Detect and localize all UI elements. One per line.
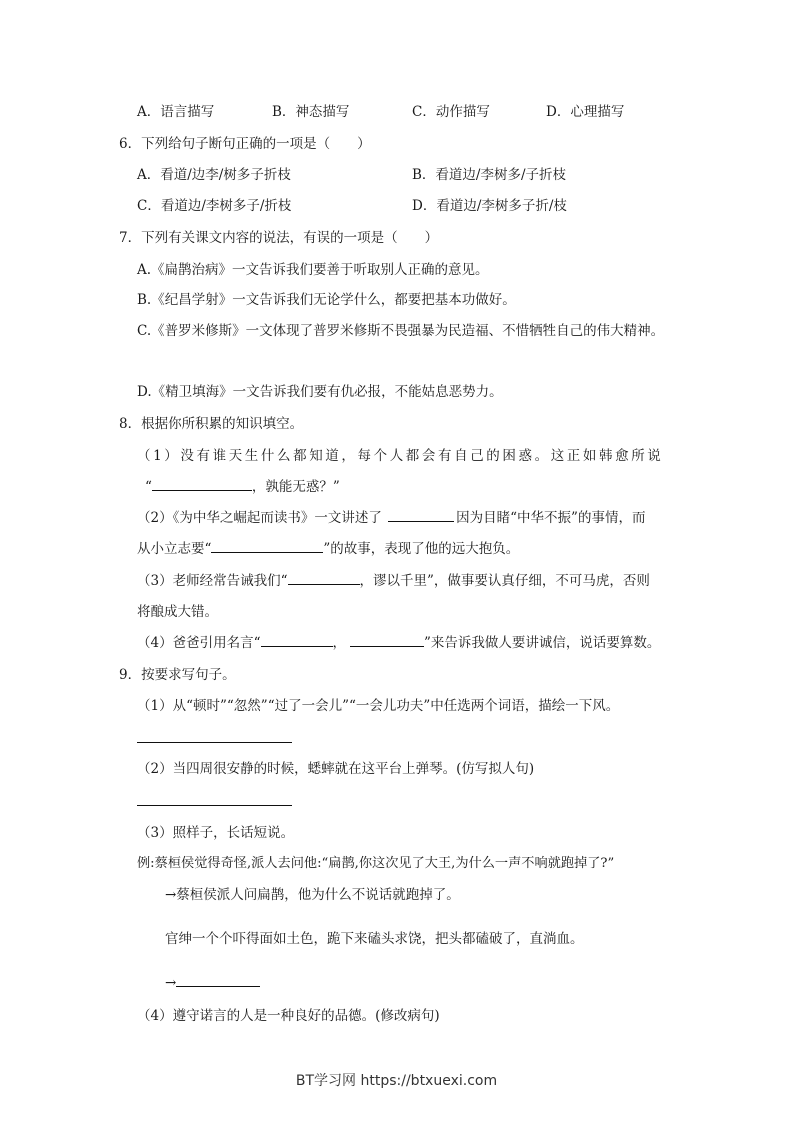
q5-option-a: A．语言描写 (137, 104, 215, 120)
q8-part2-blank-1[interactable] (388, 509, 454, 522)
q8-part2-text-c: 从小立志要“ (137, 541, 212, 557)
arrow-icon: → (165, 975, 177, 991)
q8-part4-text-a: （4）爸爸引用名言“ (137, 635, 261, 651)
q9-part3: （3）照样子，长话短说。 (137, 825, 295, 841)
q8-part1-open-quote: “ (145, 479, 152, 495)
q8-part3-text-a: （3）老师经常告诫我们“ (137, 573, 288, 589)
q6-option-a: A．看道/边李/树多子折枝 (137, 167, 291, 183)
q8-part4-line (137, 634, 660, 652)
q8-part1-text: ，孰能无惑？” (251, 479, 340, 495)
q9-part1-answer-line[interactable] (137, 742, 292, 743)
q8-part2-blank-2[interactable] (211, 540, 323, 553)
q9-part2-answer-line[interactable] (137, 805, 292, 806)
q8-part4-comma: ， (332, 635, 346, 651)
q8-part1-line2 (145, 478, 340, 496)
q8-part3-blank[interactable] (288, 572, 360, 585)
q8-part2-text-b: 因为目睹“中华不振”的事情，而 (456, 510, 646, 526)
q9-part3-example-answer: →蔡桓侯派人问扁鹊，他为什么不说话就跑掉了。 (165, 887, 460, 903)
q9-part3-example: 例:蔡桓侯觉得奇怪,派人去问他:“扁鹊,你这次见了大王,为什么一声不响就跑掉了?” (137, 856, 615, 871)
q7-option-b: B.《纪昌学射》一文告诉我们无论学什么，都要把基本功做好。 (137, 292, 516, 308)
q8-part2-line1 (137, 509, 645, 527)
q8-part3-line1 (137, 572, 650, 590)
q8-part4-text-c: ”来告诉我做人要讲诚信，说话要算数。 (424, 635, 661, 651)
q8-part3-line2: 将酿成大错。 (137, 604, 218, 620)
q6-stem: 6．下列给句子断句正确的一项是（ ） (119, 136, 371, 152)
q8-part4-blank-1[interactable] (261, 634, 333, 647)
q7-option-a: A.《扁鹊治病》一文告诉我们要善于听取别人正确的意见。 (137, 262, 489, 278)
q9-part2: （2）当四周很安静的时候，蟋蟀就在这平台上弹琴。(仿写拟人句) (137, 761, 535, 777)
q7-option-d: D.《精卫填海》一文告诉我们要有仇必报，不能姑息恶势力。 (137, 384, 503, 400)
q9-stem: 9．按要求写句子。 (119, 667, 236, 683)
q9-part3-blank[interactable] (176, 974, 260, 987)
q6-option-b: B．看道边/李树多/子折枝 (412, 167, 567, 183)
q8-part2-text-d: ”的故事，表现了他的远大抱负。 (323, 541, 520, 557)
q9-part3-answer (165, 974, 260, 992)
q5-option-b: B．神态描写 (272, 104, 350, 120)
q8-part4-blank-2[interactable] (350, 634, 424, 647)
q9-part1: （1）从“顿时”“忽然”“过了一会儿”“一会儿功夫”中任选两个词语，描绘一下风。 (137, 698, 620, 714)
q8-part2-line2 (137, 540, 519, 558)
q5-option-d: D．心理描写 (546, 104, 625, 120)
q8-stem: 8．根据你所积累的知识填空。 (119, 416, 304, 432)
q8-part3-text-b: ，谬以千里”，做事要认真仔细，不可马虎，否则 (359, 573, 650, 589)
q6-option-c: C．看道边/李树多子/折枝 (137, 198, 292, 214)
q9-part3-task: 官绅一个个吓得面如土色，跪下来磕头求饶，把头都磕破了，直淌血。 (165, 931, 584, 947)
q9-part4: （4）遵守诺言的人是一种良好的品德。(修改病句) (137, 1008, 440, 1024)
q8-part1-blank[interactable] (152, 478, 252, 491)
page-footer-link[interactable]: BT学习网 https://btxuexi.com (295, 1073, 498, 1089)
q5-option-c: C．动作描写 (412, 104, 490, 120)
q8-part1-line1: （1）没有谁天生什么都知道，每个人都会有自己的困惑。这正如韩愈所说 (137, 448, 664, 464)
q7-stem: 7．下列有关课文内容的说法，有误的一项是（ ） (119, 230, 439, 246)
q7-option-c: C.《普罗米修斯》一文体现了普罗米修斯不畏强暴为民造福、不惜牺牲自己的伟大精神。 (137, 323, 665, 339)
q6-option-d: D．看道边/李树多子折/枝 (412, 198, 567, 214)
q8-part2-text-a: （2）《为中华之崛起而读书》一文讲述了 (137, 510, 382, 526)
